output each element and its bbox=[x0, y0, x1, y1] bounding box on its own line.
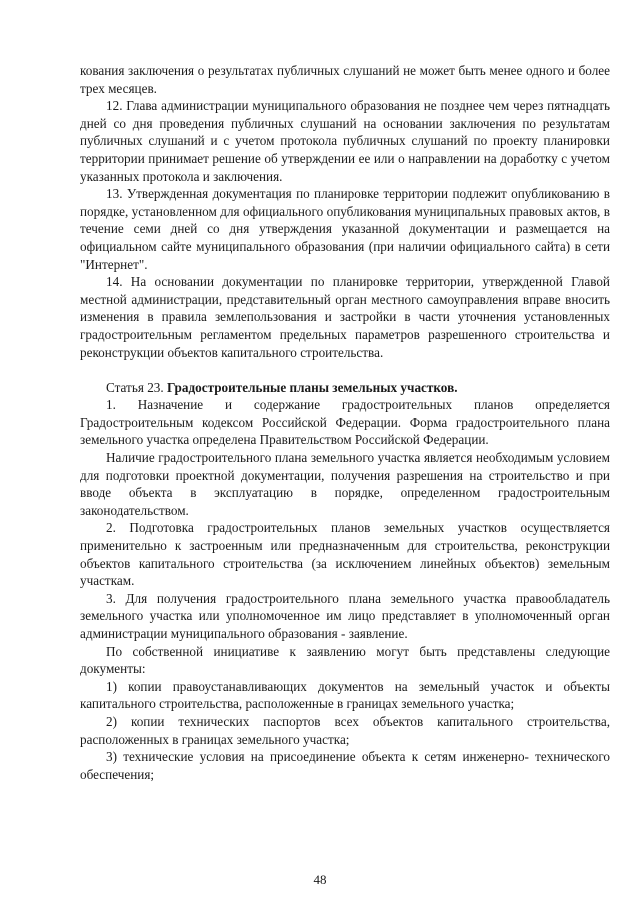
article-number: Статья 23. bbox=[106, 379, 167, 395]
paragraph: кования заключения о результатах публичных слушаний не может быть менее одного и более трех месяцев. bbox=[80, 63, 610, 96]
page-number: 48 bbox=[313, 872, 327, 887]
list-item: 2) копии технических паспортов всех объектов капитального строительства, расположенных в границах земельного участка; bbox=[80, 713, 610, 747]
article-title: Градостроительные планы земельных участков. bbox=[166, 379, 458, 395]
paragraph: 14. На основании документации по планировке территории, утвержденной Главой местной администрации, представительный орган местного самоуправления вправе вносить изменения в правила землепользования и застройки в части уточнения установленных градостроительным регламентом предельных параметров разрешенного строительства и реконструкции объектов капитального строительства. bbox=[80, 274, 610, 360]
paragraph: 2. Подготовка градостроительных планов земельных участков осуществляется применительно к застроенным или предназначенным для строительства, реконструкции объектов капитального строительства (за исключением линейных объектов) земельным участкам. bbox=[80, 520, 610, 589]
paragraph: 12. Глава администрации муниципального образования не позднее чем через пятнадцать дней со дня проведения публичных слушаний на основании заключения по результатам публичных слушаний и с учетом протокола публичных слушаний по проекту планировки территории принимает решение об утверждении ее или о направлении на доработку с учетом указанных протокола и заключения. bbox=[80, 98, 610, 184]
paragraph: 13. Утвержденная документация по планировке территории подлежит опубликованию в порядке, установленном для официального опубликования муниципальных правовых актов, в течение семи дней со дня утверждения указанной документации и размещается на официальном сайте муниципального образования (при наличии официального сайта) в сети "Интернет". bbox=[80, 186, 610, 272]
paragraph: По собственной инициативе к заявлению могут быть представлены следующие документы: bbox=[80, 643, 610, 677]
article-heading bbox=[80, 379, 610, 397]
paragraph: 3. Для получения градостроительного плана земельного участка правообладатель земельного участка или уполномоченное им лицо представляет в уполномоченный орган администрации муниципального образования - заявление. bbox=[80, 590, 610, 641]
list-item: 1) копии правоустанавливающих документов на земельный участок и объекты капитального строительства, расположенные в границах земельного участка; bbox=[80, 678, 610, 712]
document-body bbox=[80, 62, 610, 783]
list-item: 3) технические условия на присоединение объекта к сетям инженерно- технического обеспечения; bbox=[80, 749, 610, 782]
paragraph: 1. Назначение и содержание градостроительных планов определяется Градостроительным кодексом Российской Федерации. Форма градостроительного плана земельного участка определена Правительством Российской Федерации. bbox=[80, 397, 610, 448]
paragraph: Наличие градостроительного плана земельного участка является необходимым условием для подготовки проектной документации, получения разрешения на строительство и при вводе объекта в эксплуатацию в порядке, определенном градостроительным законодательством. bbox=[80, 450, 610, 518]
paragraph-gap bbox=[80, 361, 610, 379]
